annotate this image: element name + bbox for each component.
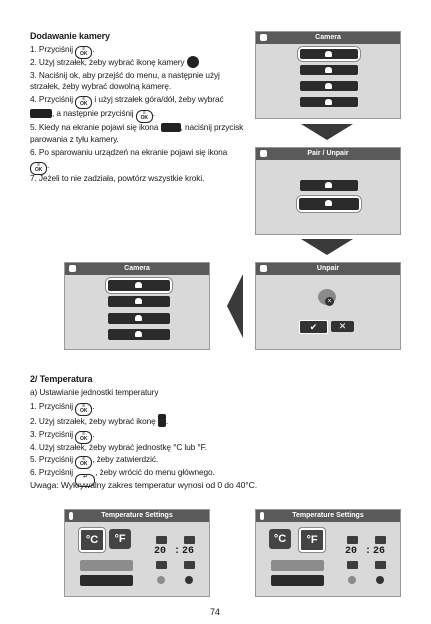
home-icon	[260, 150, 267, 157]
unpair-button[interactable]	[299, 198, 359, 210]
step-2: 2. Użyj strzałek, żeby wybrać ikonę kamery	[30, 56, 199, 68]
camera-icon	[135, 315, 142, 321]
camera-screen-1	[255, 31, 401, 119]
back-key-icon: ↩	[75, 474, 95, 487]
arrow-down-icon[interactable]	[156, 561, 167, 569]
step-3a: 3. Naciśnij ok, aby przejść do menu, a następnie użyj	[30, 70, 220, 80]
camera-icon	[325, 99, 332, 105]
t-step-5: 5. Przyciśnij ≡ OK , żeby zatwierdzić.	[30, 454, 159, 467]
step-5a: 5. Kiedy na ekranie pojawi się ikona , naciśnij przycisk	[30, 122, 244, 132]
fahrenheit-button[interactable]: °F	[109, 529, 131, 549]
confirm-button[interactable]: ✔	[299, 320, 328, 334]
time-separator: :	[365, 546, 372, 557]
pair-unpair-screen	[255, 147, 401, 235]
section1-title: Dodawanie kamery	[30, 31, 110, 41]
camera-remove-icon	[325, 200, 332, 206]
arrow-left-icon	[227, 274, 243, 338]
step-7: 7. Jeżeli to nie zadziała, powtórz wszystkie kroki.	[30, 173, 205, 183]
note: Uwaga: Wykrywalny zakres temperatur wynosi od 0 do 40°C.	[30, 480, 258, 490]
cancel-button[interactable]: ✕	[331, 321, 354, 332]
arrow-down-icon[interactable]	[184, 561, 195, 569]
pair-screen-title: Pair / Unpair	[256, 148, 400, 160]
menu-camera-button[interactable]	[108, 296, 170, 307]
thermometer-icon	[158, 414, 166, 427]
temperature-screen-title: Temperature Settings	[256, 510, 400, 522]
section2-title: 2/ Temperatura	[30, 374, 93, 384]
ok-key-icon: ≡ OK	[30, 162, 47, 175]
cross-icon: ×	[325, 297, 334, 306]
camera-screen-title: Camera	[256, 32, 400, 44]
menu-camera-button[interactable]	[300, 97, 358, 107]
temperature-menu-button[interactable]	[271, 560, 324, 571]
ok-key-icon: ≡ OK	[136, 110, 153, 123]
ok-key-icon: ≡ OK	[75, 403, 92, 416]
t-step-2: 2. Użyj strzałek, żeby wybrać ikonę .	[30, 416, 169, 426]
alarm-menu-button[interactable]	[271, 575, 324, 586]
ok-key-icon: ≡ OK	[75, 456, 92, 469]
camera-icon	[135, 298, 142, 304]
menu-camera-button[interactable]	[300, 81, 358, 91]
minute-value: 26	[182, 546, 195, 557]
t-step-3: 3. Przyciśnij ≡ OK .	[30, 429, 95, 442]
hour-value: 20	[345, 546, 358, 557]
celsius-button[interactable]: °C	[269, 529, 291, 549]
pair-camera-icon	[30, 109, 52, 118]
ok-key-icon: ≡ OK	[75, 431, 92, 444]
step-3b: strzałek, żeby wybrać dowolną kamerę.	[30, 81, 172, 91]
arrow-down-icon	[301, 239, 353, 255]
unpair-screen-title: Unpair	[256, 263, 400, 275]
menu-camera-button[interactable]	[300, 49, 358, 59]
temperature-screen-celsius	[64, 509, 210, 597]
arrow-down-icon[interactable]	[347, 561, 358, 569]
unpair-screen	[255, 262, 401, 350]
ok-key-icon: ≡ OK	[75, 96, 92, 109]
t-step-4: 4. Użyj strzałek, żeby wybrać jednostkę °C lub °F.	[30, 442, 207, 452]
menu-camera-button[interactable]	[300, 65, 358, 75]
thermometer-icon	[260, 512, 264, 520]
section2-subtitle: a) Ustawianie jednostki temperatury	[30, 387, 159, 397]
menu-camera-button[interactable]	[108, 280, 170, 291]
step-4b: , a następnie przyciśnij ≡ OK .	[30, 107, 155, 123]
step-6-icon: ≡ OK .	[30, 159, 49, 175]
camera-icon	[325, 51, 332, 57]
arrow-down-icon[interactable]	[375, 561, 386, 569]
time-separator: :	[174, 546, 181, 557]
arrow-up-icon[interactable]	[156, 536, 167, 544]
arrow-up-icon[interactable]	[184, 536, 195, 544]
camera-add-icon	[325, 182, 332, 188]
temperature-menu-button[interactable]	[80, 560, 133, 571]
fahrenheit-button[interactable]: °F	[299, 528, 325, 552]
camera-screen-2	[64, 262, 210, 350]
camera-icon	[325, 83, 332, 89]
arrow-down-icon	[301, 124, 353, 140]
temperature-screen-fahrenheit	[255, 509, 401, 597]
page-number: 74	[210, 607, 220, 617]
step-6: 6. Po sparowaniu urządzeń na ekranie pojawi się ikona	[30, 147, 228, 157]
menu-camera-button[interactable]	[108, 313, 170, 324]
pair-button[interactable]	[300, 180, 358, 191]
home-icon	[260, 265, 267, 272]
low-temp-icon	[348, 576, 356, 584]
thermometer-icon	[69, 512, 73, 520]
high-temp-icon	[185, 576, 193, 584]
hour-value: 20	[154, 546, 167, 557]
camera-icon	[135, 282, 142, 288]
step-5b: parowania z tyłu kamery.	[30, 134, 119, 144]
camera-icon	[325, 67, 332, 73]
step-4a: 4. Przyciśnij ≡ OK i użyj strzałek góra/dół, żeby wybrać	[30, 94, 224, 107]
arrow-up-icon[interactable]	[375, 536, 386, 544]
celsius-button[interactable]: °C	[79, 528, 105, 552]
camera-screen-title: Camera	[65, 263, 209, 275]
high-temp-icon	[376, 576, 384, 584]
low-temp-icon	[157, 576, 165, 584]
camera-icon	[135, 331, 142, 337]
t-step-1: 1. Przyciśnij ≡ OK .	[30, 401, 95, 414]
home-icon	[260, 34, 267, 41]
temperature-screen-title: Temperature Settings	[65, 510, 209, 522]
camera-icon	[187, 56, 199, 68]
ok-key-icon: ≡ OK	[75, 46, 92, 59]
arrow-up-icon[interactable]	[347, 536, 358, 544]
step-1: 1. Przyciśnij ≡ OK .	[30, 44, 95, 57]
menu-camera-button[interactable]	[108, 329, 170, 340]
checkmark-icon	[161, 123, 181, 132]
minute-value: 26	[373, 546, 386, 557]
alarm-menu-button[interactable]	[80, 575, 133, 586]
home-icon	[69, 265, 76, 272]
t-step-6: 6. Przyciśnij ↩ , żeby wrócić do menu głównego.	[30, 466, 215, 487]
